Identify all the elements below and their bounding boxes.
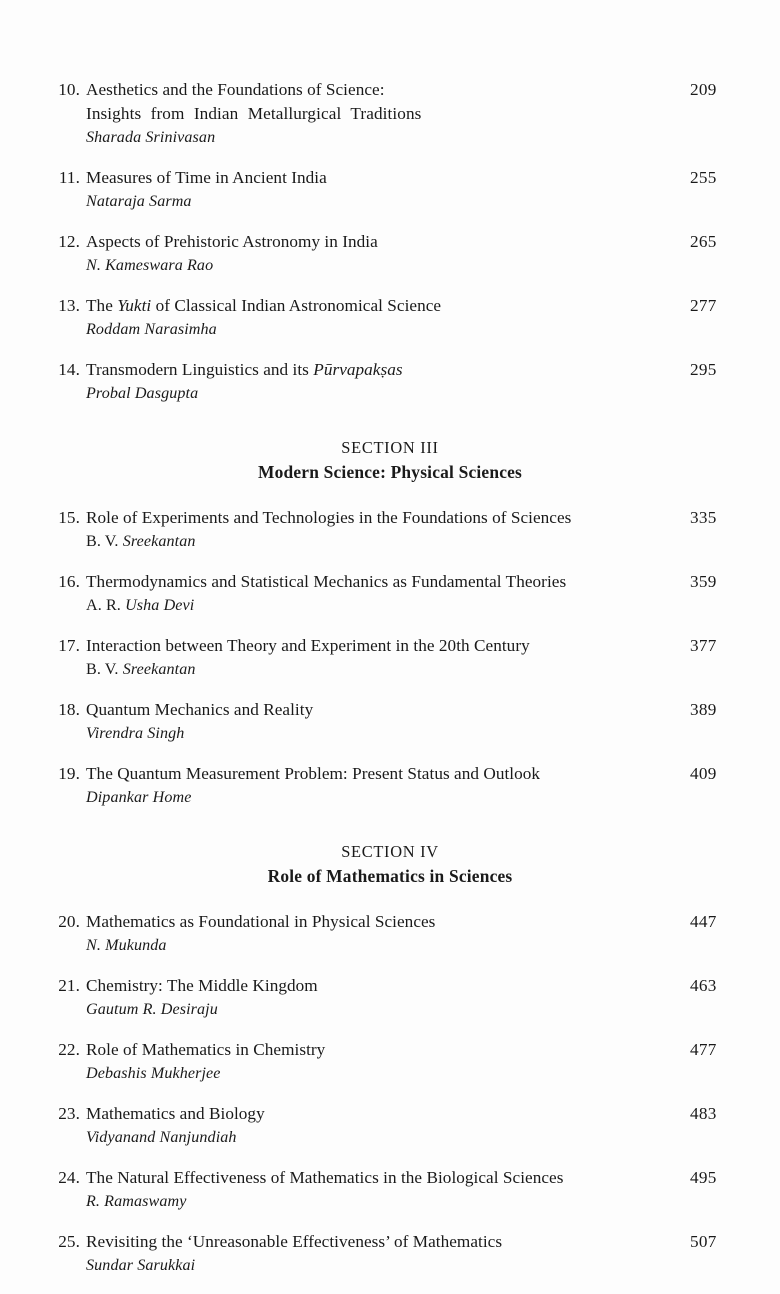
toc-entry[interactable] [56,974,724,1021]
section-label: SECTION IV [341,842,439,861]
toc-entry-title: Mathematics and Biology [86,1104,265,1123]
toc-entry[interactable] [56,1038,724,1085]
section-heading-four [56,840,724,888]
toc-entry-number: 12. [58,232,80,251]
toc-entry-number: 24. [58,1168,80,1187]
toc-entry-page: 359 [690,572,717,591]
toc-entry-title: The Quantum Measurement Problem: Present Status and Outlook [86,764,541,783]
toc-entry-page: 377 [690,636,717,655]
toc-entry-author [56,658,724,681]
toc-entry-author: Nataraja Sarma [86,193,192,210]
toc-entry-number: 19. [58,764,80,783]
toc-entry-author: Debashis Mukherjee [86,1065,221,1082]
toc-entry-author: N. Mukunda [86,937,167,954]
toc-entry-title-line1: Aesthetics and the Foundations of Science: [86,80,385,99]
toc-entry-author-initials: B. V. [86,661,123,678]
toc-entry-main [56,1166,724,1190]
toc-entry-page: 277 [690,296,717,315]
section-title: Modern Science: Physical Sciences [257,462,523,482]
toc-entry-author: Gautum R. Desiraju [86,1001,218,1018]
toc-entry-title: Quantum Mechanics and Reality [86,700,314,719]
toc-entry[interactable] [56,506,724,553]
toc-entry-author-name: Sreekantan [122,533,196,550]
toc-entry-author-name: Sreekantan [122,661,196,678]
section-heading-three [56,436,724,484]
table-of-contents [56,78,724,1294]
toc-entry-number: 21. [58,976,80,995]
toc-entry[interactable] [56,698,724,745]
toc-entry-title: Chemistry: The Middle Kingdom [86,976,318,995]
toc-entry-page: 265 [690,232,717,251]
toc-entry-page: 209 [690,80,717,99]
toc-entry-title [86,358,724,382]
toc-entry-author: Roddam Narasimha [86,321,217,338]
toc-entry-page: 335 [690,508,717,527]
toc-entry-main [56,1230,724,1254]
toc-entry-author: Sharada Srinivasan [86,129,216,146]
toc-entry-number: 15. [58,508,80,527]
toc-entry-title: The Natural Effectiveness of Mathematics in the Biological Sciences [86,1168,564,1187]
toc-entry-main [56,294,724,318]
toc-entry-main [56,78,724,126]
toc-entry-title: Interaction between Theory and Experiment in the 20th Century [86,636,530,655]
section-label: SECTION III [341,438,439,457]
toc-entry[interactable] [56,166,724,213]
toc-entry-title: Revisiting the ‘Unreasonable Effectiveness’ of Mathematics [86,1232,503,1251]
toc-entry-author-initials: A. R. [86,597,126,614]
toc-entry-title: Aspects of Prehistoric Astronomy in India [86,232,378,251]
toc-entry-main [56,358,724,382]
toc-entry-title-pre: Transmodern Linguistics and its [86,360,314,379]
toc-entry-main [56,166,724,190]
toc-entry[interactable] [56,910,724,957]
toc-entry-title-emphasis: Pūrvapakṣas [313,360,403,379]
toc-entry[interactable] [56,1230,724,1277]
toc-entry-page: 495 [690,1168,717,1187]
toc-entry-page: 477 [690,1040,717,1059]
toc-entry-author: Virendra Singh [86,725,185,742]
toc-entry-author: Dipankar Home [86,789,192,806]
toc-entry-title: Role of Mathematics in Chemistry [86,1040,326,1059]
toc-entry-number: 16. [58,572,80,591]
toc-entry-title [86,78,724,126]
toc-entry-main [56,1102,724,1126]
toc-entry[interactable] [56,1166,724,1213]
section-title: Role of Mathematics in Sciences [267,866,513,886]
toc-entry-author-initials: B. V. [86,533,123,550]
toc-entry-main [56,974,724,998]
toc-entry-main [56,634,724,658]
toc-entry-main [56,1038,724,1062]
toc-entry[interactable] [56,358,724,405]
toc-entry-page: 409 [690,764,717,783]
toc-entry-title: Measures of Time in Ancient India [86,168,327,187]
toc-entry-main [56,570,724,594]
toc-entry-author [56,594,724,617]
toc-entry-number: 13. [58,296,80,315]
toc-entry-title [86,294,724,318]
toc-entry-number: 10. [58,80,80,99]
toc-entry[interactable] [56,1102,724,1149]
toc-entry-page: 295 [690,360,717,379]
toc-entry[interactable] [56,570,724,617]
toc-entry-author: Sundar Sarukkai [86,1257,196,1274]
toc-entry-number: 22. [58,1040,80,1059]
toc-entry-title: Thermodynamics and Statistical Mechanics as Fundamental Theories [86,572,567,591]
toc-entry-page: 447 [690,912,717,931]
toc-entry-main [56,762,724,786]
toc-entry-page: 507 [690,1232,717,1251]
toc-entry-number: 25. [58,1232,80,1251]
toc-entry-title-emphasis: Yukti [117,296,152,315]
toc-entry-page: 255 [690,168,717,187]
toc-entry-author [56,530,724,553]
toc-entry[interactable] [56,78,724,149]
toc-entry-number: 18. [58,700,80,719]
toc-entry[interactable] [56,230,724,277]
toc-entry-author: Probal Dasgupta [86,385,199,402]
toc-entry-number: 14. [58,360,80,379]
toc-entry-page: 483 [690,1104,717,1123]
toc-entry-title-pre: The [86,296,118,315]
toc-entry-title-post: of Classical Indian Astronomical Science [151,296,442,315]
toc-entry-page: 389 [690,700,717,719]
toc-entry-number: 23. [58,1104,80,1123]
toc-entry[interactable] [56,762,724,809]
toc-entry-page: 463 [690,976,717,995]
toc-entry-main [56,230,724,254]
toc-entry-title: Role of Experiments and Technologies in the Foundations of Sciences [86,508,572,527]
toc-entry-author: Vidyanand Nanjundiah [86,1129,237,1146]
toc-entry-number: 11. [58,168,80,187]
toc-entry-main [56,506,724,530]
toc-entry-main [56,910,724,934]
toc-entry-author-name: Usha Devi [125,597,195,614]
toc-entry-author: R. Ramaswamy [86,1193,187,1210]
toc-entry-title-line2: Insights from Indian Metallurgical Traditions [86,104,422,123]
toc-entry-number: 17. [58,636,80,655]
toc-entry-number: 20. [58,912,80,931]
toc-entry-main [56,698,724,722]
toc-entry-author: N. Kameswara Rao [86,257,214,274]
toc-entry-title: Mathematics as Foundational in Physical Sciences [86,912,436,931]
toc-entry[interactable] [56,634,724,681]
toc-entry[interactable] [56,294,724,341]
